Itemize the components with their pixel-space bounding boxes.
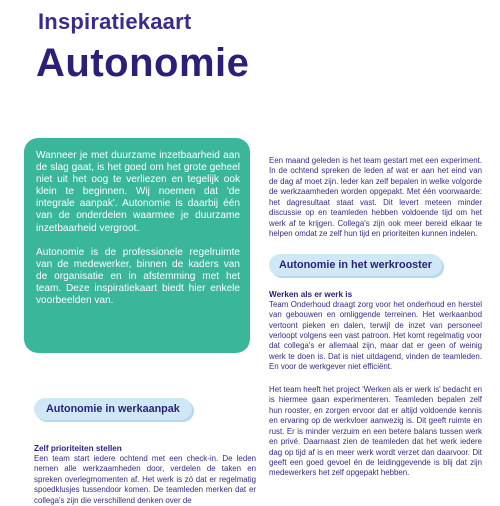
section-body-werken-2: Het team heeft het project 'Werken als er werk is' bedacht en is hiermee gaan experimenteren. Teamleden bepalen zelf hun rooster, en zorgen ervoor dat er altijd voldoende kennis en ervaring op de werkvloer aanwezig is. Dit geeft ruimte en rust. Er is minder verzuim en een betere balans tussen werk en privé. Daarnaast zien de teamleden dat het werk iedere dag op tijd af is en meer werk wordt verzet dan daarvoor. Dit geeft een goed gevoel én de leidinggevende is blij dat zijn medewerkers het zelf opgepakt hebben. <box>269 384 482 478</box>
card-subtitle: Inspiratiekaart <box>38 9 192 34</box>
section-body-werken-1: Team Onderhoud draagt zorg voor het onderhoud en herstel van gebouwen en omliggende terreinen. Het werkaanbod vertoont pieken en dalen, terwijl de inzet van personeel verloopt volgens een vast patroon. Het komt regelmatig voor dat collega's er allemaal zijn, maar dat er geen of weinig werk te doen is. Dat is niet uitdagend, vinden de teamleden. En voor de werkgever niet efficiënt. <box>269 299 482 372</box>
left-section <box>34 398 256 506</box>
experiment-paragraph: Een maand geleden is het team gestart met een experiment. In de ochtend spreken de leden af wat er aan het eind van de dag af moet zijn. Ieder kan zelf bepalen in welke volgorde de werkzaamheden worden opgepakt. Met één voorwaarde: het dagresultaat staat vast. Dit levert meteen minder discussie op en teamleden hebben voldoende tijd om het werk af te krijgen. Collega's zijn ook meer bereid elkaar te helpen omdat ze zelf hun tijd en prioriteiten kunnen indelen. <box>269 156 482 239</box>
right-section <box>269 156 482 479</box>
section-label-werkrooster: Autonomie in het werkrooster <box>269 254 442 276</box>
section-heading-prioriteiten: Zelf prioriteiten stellen <box>34 444 122 453</box>
intro-box <box>24 138 250 353</box>
intro-paragraph-2: Autonomie is de professionele regelruimte van de medewerker, binnen de kaders van de organisatie en in afstemming met het team. Deze inspiratiekaart biedt hier enkele voorbeelden van. <box>36 246 240 307</box>
section-label-werkaanpak: Autonomie in werkaanpak <box>34 398 192 420</box>
section-heading-werken: Werken als er werk is <box>269 289 353 299</box>
intro-paragraph-1: Wanneer je met duurzame inzetbaarheid aan de slag gaat, is het goed om het grote geheel niet uit het oog te verliezen en tegelijk ook klein te beginnen. Wij noemen dat 'de integrale aanpak'. Autonomie is daarbij één van de onderdelen waarmee je duurzame inzetbaarheid vergroot. <box>36 150 240 234</box>
page-title: Autonomie <box>36 41 250 85</box>
section-body-prioriteiten: Een team start iedere ochtend met een check-in. De leden nemen alle werkzaamheden door, verdelen de taken en spreken overlegmomenten af. Het werk is zó dat er regelmatig spoedklusjes tussendoor komen. De teamleden merken dat er collega's zijn die verschillend denken over de <box>34 454 256 505</box>
